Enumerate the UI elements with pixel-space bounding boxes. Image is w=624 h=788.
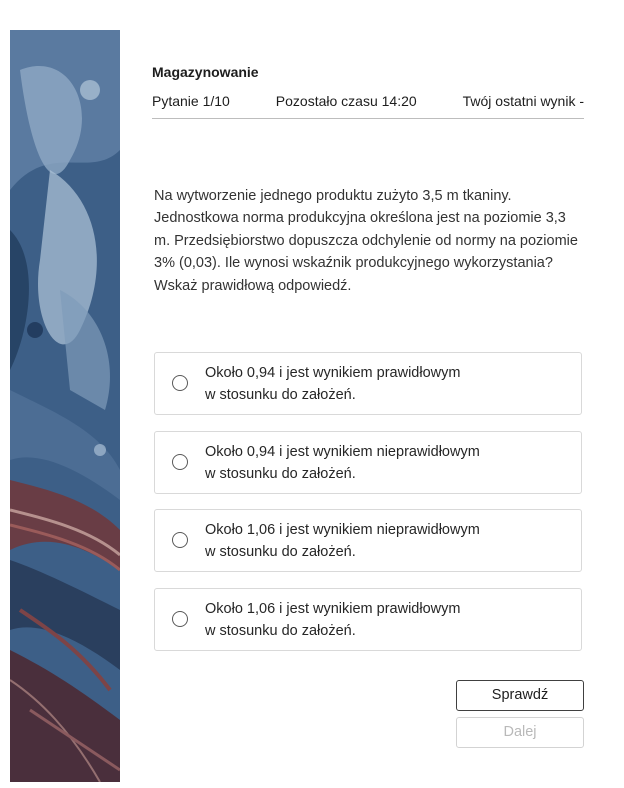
answer-label: Około 0,94 i jest wynikiem prawidłowym w stosunku do założeń. [205, 365, 461, 403]
quiz-header [152, 62, 584, 119]
answer-label: Około 1,06 i jest wynikiem nieprawidłowym w stosunku do założeń. [205, 522, 480, 560]
question-text: Na wytworzenie jednego produktu zużyto 3,5 m tkaniny. Jednostkowa norma produkcyjna określona jest na poziomie 3,3 m. Przedsiębiorstwo dopuszcza odchylenie od normy na poziomie 3% (0,03). Ile wynosi wskaźnik produkcyjnego wykorzystania? Wskaż prawidłową odpowiedź. [154, 188, 578, 294]
abstract-texture-illustration [10, 30, 120, 782]
next-button[interactable]: Dalej [456, 717, 584, 748]
radio-button[interactable] [172, 532, 188, 548]
answer-list [154, 352, 582, 666]
answer-label: Około 1,06 i jest wynikiem prawidłowym w stosunku do założeń. [205, 600, 461, 639]
check-button[interactable]: Sprawdź [456, 680, 584, 711]
radio-button[interactable] [172, 454, 188, 470]
radio-button[interactable] [172, 375, 188, 391]
radio-button[interactable] [172, 611, 188, 627]
last-score: Twój ostatni wynik - [462, 93, 584, 109]
answer-option-2[interactable] [154, 431, 582, 494]
header-divider [152, 118, 584, 119]
quiz-title: Magazynowanie [152, 64, 259, 80]
question-counter: Pytanie 1/10 [152, 93, 230, 109]
answer-label: Około 0,94 i jest wynikiem nieprawidłowym w stosunku do założeń. [205, 443, 480, 482]
answer-option-1[interactable] [154, 352, 582, 415]
time-remaining: Pozostało czasu 14:20 [275, 93, 417, 109]
quiz-meta-bar [152, 91, 584, 111]
decorative-side-image [10, 30, 120, 782]
answer-option-3[interactable] [154, 509, 582, 572]
answer-option-4[interactable] [154, 588, 582, 651]
